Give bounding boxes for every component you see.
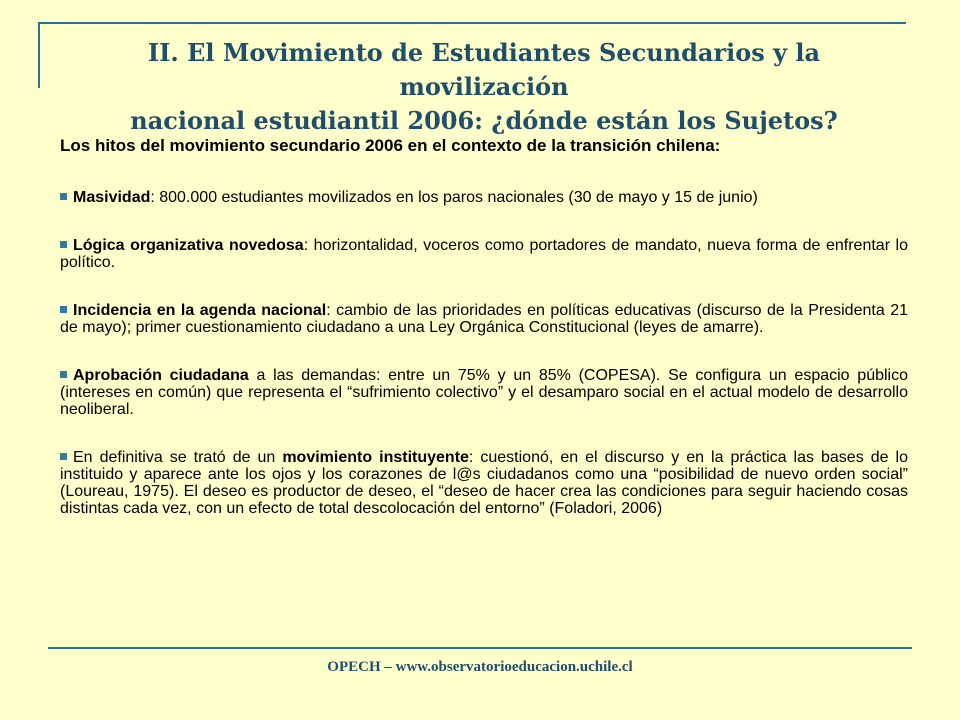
bullet-bold-text: Incidencia en la agenda nacional [73,302,327,319]
bullet-text: : horizontalidad, voceros como portadores de mandato, nueva forma de enfrentar lo político. [60,237,909,271]
slide-title-line-1: II. El Movimiento de Estudiantes Secundarios y la movilización [147,38,821,101]
title-frame-top-line [38,22,906,24]
square-bullet-icon [60,306,67,313]
bullet-item-instituyente [60,449,908,517]
bullet-bold-text: Lógica organizativa novedosa [73,237,304,254]
bullet-text: : 800.000 estudiantes movilizados en los paros nacionales (30 de mayo y 15 de junio) [150,189,758,206]
square-bullet-icon [60,193,67,200]
footer-text: OPECH – www.observatorioeducacion.uchile.cl [327,659,633,675]
bullet-bold-text: Aprobación ciudadana [73,367,249,384]
bullet-bold-text: movimiento instituyente [282,449,469,466]
bullet-text: : cuestionó, en el discurso y en la práctica las bases de lo instituido y aparece ante los ojos y los corazones de l@s ciudadanos como una “posibilidad de nuevo orden social” (Loureau, 1975). El deseo es productor de deseo, el “deseo de hacer crea las condiciones para seguir haciendo cosas distintas cada vez, con un efecto de total descolocación del entorno” (Foladori, 2006) [60,449,908,517]
square-bullet-icon [60,371,67,378]
bullet-text: : cambio de las prioridades en políticas educativas (discurso de la Presidenta 21 de mayo); primer cuestionamiento ciudadano a una Ley Orgánica Constitucional (leyes de amarre). [60,302,909,336]
slide-title [60,36,908,138]
slide-title-line-2: nacional estudiantil 2006: ¿dónde están los Sujetos? [130,106,838,135]
bullet-item-masividad [60,189,908,206]
bullet-lead: En definitiva se trató de un [73,449,283,466]
bullet-item-aprobacion [60,367,908,418]
bullet-list [60,189,908,548]
bullet-text: a las demandas: entre un 75% y un 85% (COPESA). Se configura un espacio público (intereses en común) que representa el “sufrimiento colectivo” y el desamparo social en el actual modelo de desarrollo neoliberal. [60,367,908,418]
footer-divider [48,647,912,649]
bullet-bold-text: Masividad [73,189,151,206]
title-frame-left-line [38,22,40,88]
square-bullet-icon [60,453,67,460]
bullet-item-incidencia [60,302,908,336]
bullet-item-logica [60,237,908,271]
slide-subtitle: Los hitos del movimiento secundario 2006 en el contexto de la transición chilena: [60,136,721,155]
square-bullet-icon [60,241,67,248]
